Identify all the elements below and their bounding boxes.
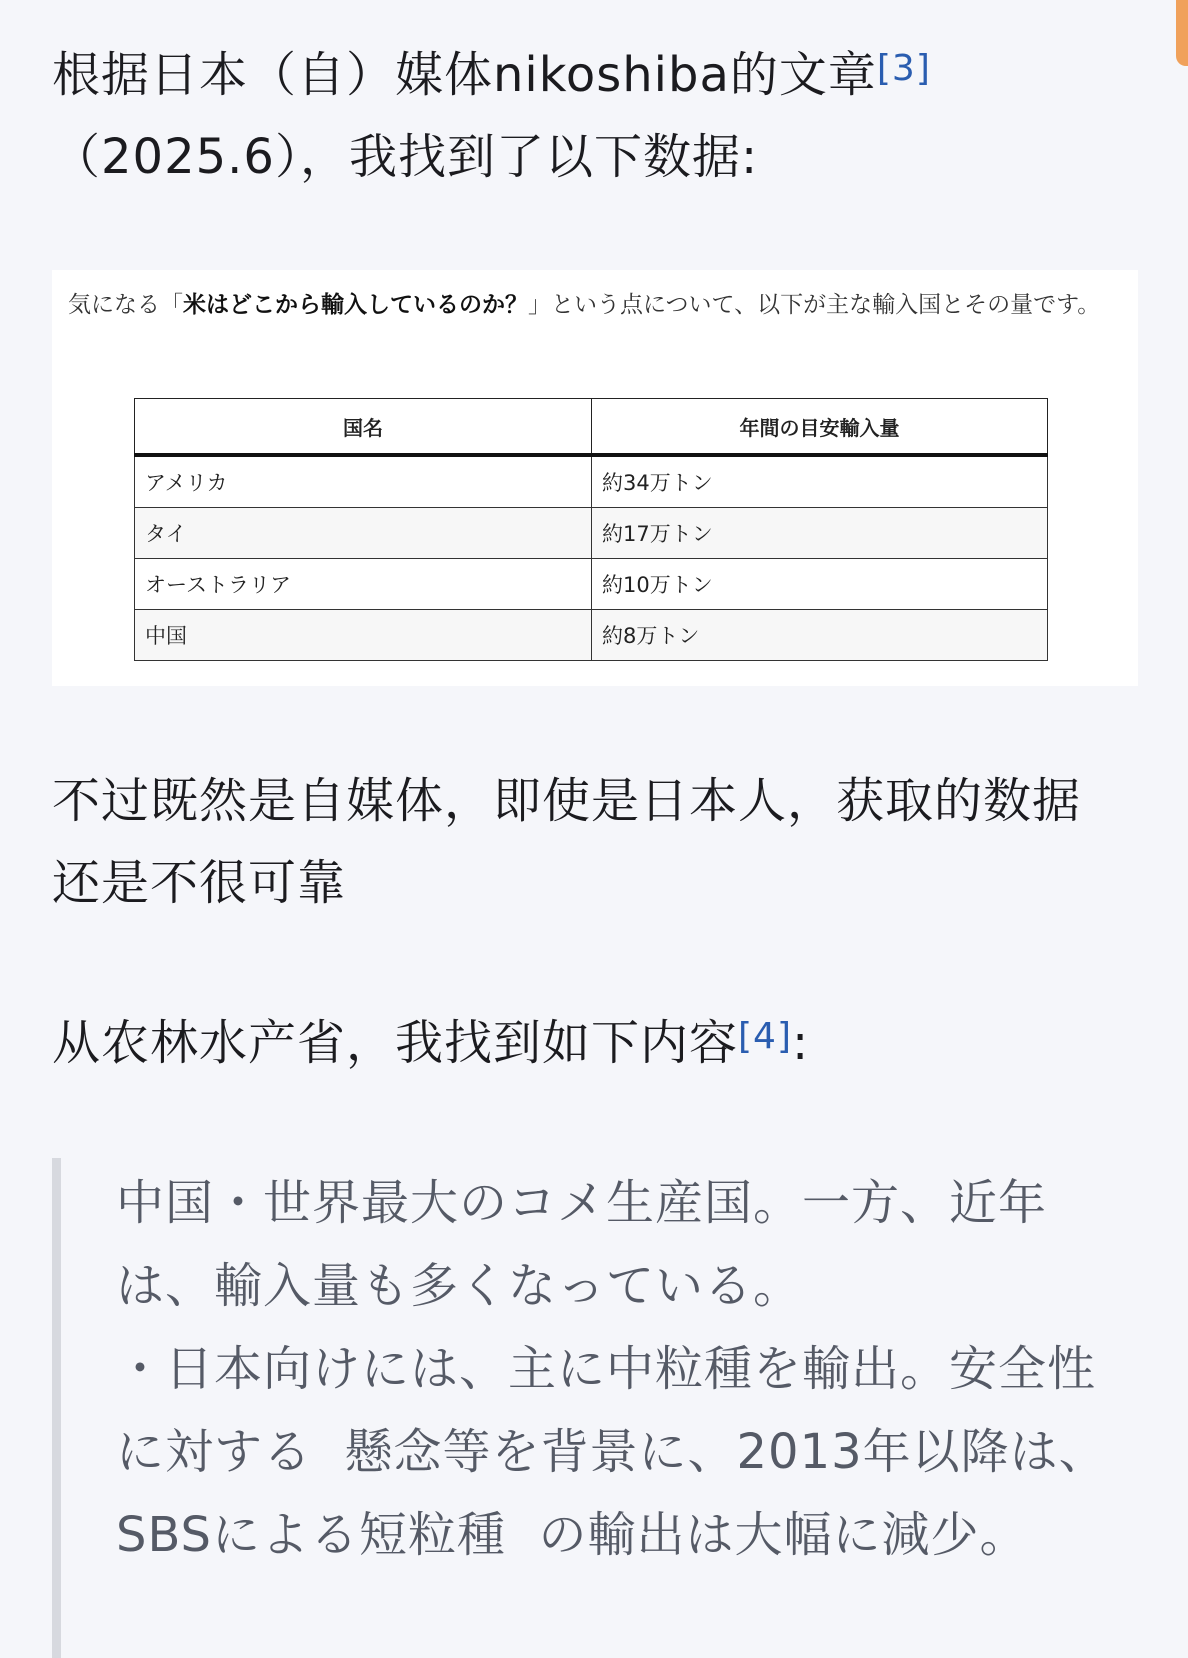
source-text: 从农林水产省，我找到如下内容 <box>52 1015 739 1071</box>
table-row <box>135 610 1048 661</box>
table-header-row <box>135 399 1048 456</box>
table-row <box>135 559 1048 610</box>
scroll-indicator[interactable] <box>1176 0 1188 66</box>
cell-country: オーストラリア <box>135 559 592 610</box>
footnote-ref-3[interactable]: [3] <box>876 48 931 89</box>
quote-bar <box>52 1158 61 1658</box>
source-paragraph <box>52 1002 1112 1084</box>
intro-text: 根据日本（自）媒体nikoshiba的文章 <box>52 47 877 103</box>
table-row <box>135 508 1048 559</box>
footnote-ref-4[interactable]: [4] <box>738 1016 793 1057</box>
quote-text <box>116 1162 1116 1577</box>
source-suffix: : <box>792 1015 810 1071</box>
import-table <box>134 398 1048 661</box>
quote-line-2: ・日本向けには、主に中粒種を輸出。安全性に対する 懸念等を背景に、2013年以降は、SBSによる短粒種 の輸出は大幅に減少。 <box>116 1341 1108 1563</box>
header-country: 国名 <box>135 399 592 456</box>
table-row <box>135 455 1048 508</box>
intro-suffix: 」という点について、以下が主な輸入国とその量です。 <box>528 292 1101 318</box>
caveat-paragraph: 不过既然是自媒体，即使是日本人，获取的数据还是不很可靠 <box>52 773 1082 911</box>
intro-prefix: 気になる「 <box>68 292 183 318</box>
intro-bold: 米はどこから輸入しているのか？ <box>183 292 528 318</box>
embedded-screenshot <box>52 270 1138 686</box>
embedded-intro-text <box>68 284 1118 326</box>
blockquote <box>52 1158 1132 1658</box>
quote-line-1: 中国・世界最大のコメ生産国。一方、近年は、輸入量も多くなっている。 <box>116 1175 1048 1314</box>
cell-country: タイ <box>135 508 592 559</box>
cell-country: 中国 <box>135 610 592 661</box>
cell-volume: 約34万トン <box>592 455 1048 508</box>
cell-volume: 約10万トン <box>592 559 1048 610</box>
header-volume: 年間の目安輸入量 <box>592 399 1048 456</box>
intro-text-2: （2025.6），我找到了以下数据: <box>52 129 759 185</box>
cell-volume: 約8万トン <box>592 610 1048 661</box>
intro-paragraph <box>52 34 1112 198</box>
cell-volume: 約17万トン <box>592 508 1048 559</box>
cell-country: アメリカ <box>135 455 592 508</box>
